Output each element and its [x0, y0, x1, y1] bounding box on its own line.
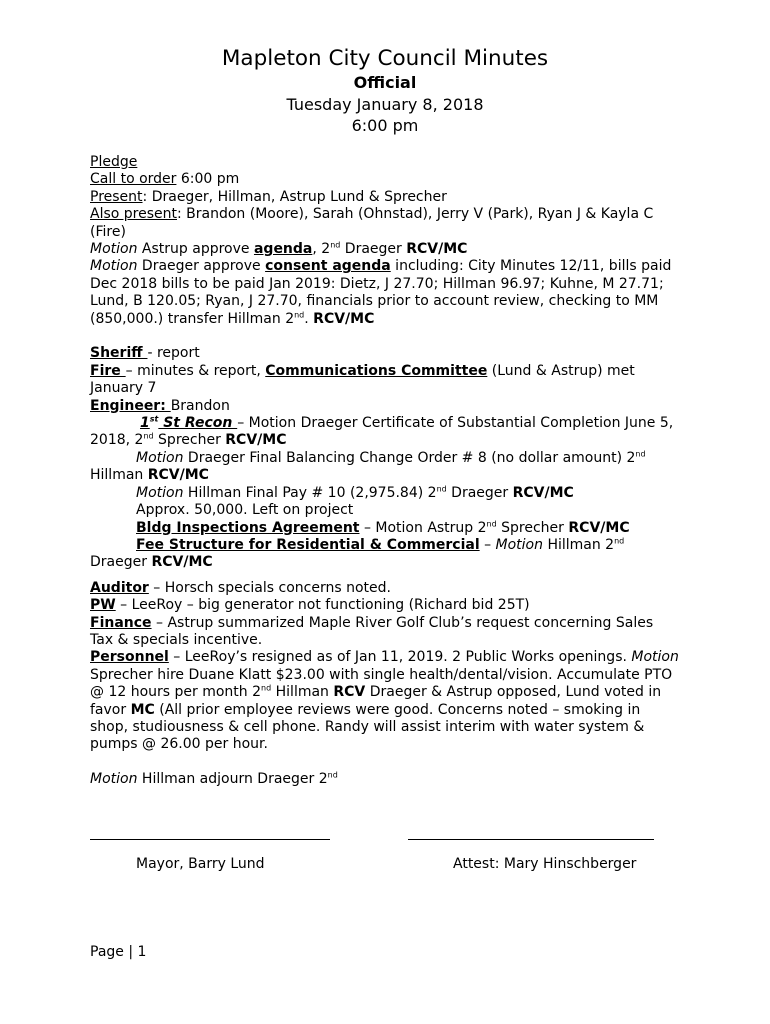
document-title: Mapleton City Council Minutes — [221, 46, 549, 71]
auditor-label: Auditor — [90, 579, 149, 596]
personnel-text: – LeeRoy’s resigned as of Jan 11, 2019. 2 Public Works openings. — [168, 649, 632, 666]
personnel-label: Personnel — [90, 649, 169, 666]
bldg-inspections-label: Bldg Inspections Agreement — [136, 519, 360, 536]
personnel-text: Hillman — [271, 684, 334, 701]
motion-text: , 2 — [312, 241, 331, 258]
pw-text: – LeeRoy – big generator not functioning (Richard bid 25T) — [115, 597, 530, 614]
bldg-inspections-line — [90, 520, 680, 537]
fire-label: Fire — [90, 362, 126, 379]
ordinal-suffix: nd — [635, 449, 646, 459]
adjourn-text: Hillman adjourn Draeger 2 — [137, 771, 328, 788]
recon-text: – Motion Draeger Certificate of Substantial Completion June 5, 2018, 2 — [90, 415, 674, 449]
sheriff-line — [90, 345, 680, 362]
fire-line — [90, 363, 680, 398]
spacer — [90, 572, 680, 580]
personnel-text: Sprecher hire Duane Klatt $23.00 with single health/dental/vision. Accumulate PTO @ 12 hours per month 2 — [90, 666, 673, 701]
pw-line — [90, 597, 680, 614]
balancing-text: Draeger Final Balancing Change Order # 8 (no dollar amount) 2 — [183, 449, 636, 466]
ordinal-suffix: nd — [614, 536, 625, 546]
minutes-body — [90, 154, 680, 789]
motion-text: Astrup approve — [137, 241, 254, 258]
present-label: Present — [90, 188, 143, 205]
sheriff-label: Sheriff — [90, 345, 148, 362]
fee-structure-line — [90, 537, 680, 572]
meeting-time: 6:00 pm — [351, 116, 419, 135]
meeting-date: Tuesday January 8, 2018 — [286, 95, 484, 114]
fee-structure-text: Hillman 2 — [543, 536, 615, 553]
balancing-line — [90, 450, 680, 485]
motion-word: Motion — [90, 241, 138, 258]
vote-result: MC — [130, 701, 155, 718]
mayor-signature-line — [90, 839, 330, 840]
fee-structure-text: Draeger — [90, 554, 152, 571]
auditor-text: – Horsch specials concerns noted. — [148, 579, 391, 596]
vote-result: RCV/MC — [151, 554, 213, 571]
fee-structure-label: Fee Structure for Residential & Commercial — [136, 536, 480, 553]
call-to-order-value: 6:00 pm — [176, 171, 240, 188]
recon-number: 1 — [140, 415, 150, 432]
motion-text: including: City Minutes 12/11, bills paid Dec 2018 bills to be paid Jan 2019: Dietz, J 27.70; Hillman 96.97; Kuhne, M 27.71; Lund, B 120.05; Ryan, J 27.70, financials prior to account review, checking to MM (850,000.) transfer Hillman 2 — [90, 258, 672, 327]
consent-motion — [90, 258, 680, 328]
ordinal-suffix: st — [149, 414, 159, 424]
fire-text: – minutes & report, — [125, 362, 266, 379]
vote-result: RCV/MC — [406, 241, 468, 258]
page-number: Page | 1 — [90, 944, 147, 960]
vote-result: RCV/MC — [313, 310, 375, 327]
present-line — [90, 189, 680, 206]
motion-text: Draeger approve — [137, 258, 266, 275]
personnel-line — [90, 649, 680, 753]
recon-line — [90, 415, 680, 450]
recon-text: Sprecher — [153, 432, 226, 449]
document-status: Official — [353, 73, 417, 92]
vote-result: RCV/MC — [568, 519, 630, 536]
ordinal-suffix: nd — [330, 240, 341, 250]
vote-result: RCV/MC — [225, 432, 287, 449]
recon-label: St Recon — [158, 415, 238, 432]
vote-result: RCV/MC — [512, 484, 574, 501]
consent-agenda-keyword: consent agenda — [265, 258, 391, 275]
attest-signature-line — [408, 839, 654, 840]
motion-text: . — [304, 310, 314, 327]
bldg-inspections-text: – Motion Astrup 2 — [359, 519, 487, 536]
final-pay-text: Hillman Final Pay # 10 (2,975.84) 2 — [183, 484, 437, 501]
ordinal-suffix: nd — [436, 484, 447, 494]
personnel-text: (All prior employee reviews were good. Concerns noted – smoking in shop, studiousness & cell phone. Randy will assist interim with water system & pumps @ 26.00 per hour. — [90, 701, 645, 753]
vote-result: RCV — [333, 684, 366, 701]
agenda-motion — [90, 241, 680, 258]
approx-line: Approx. 50,000. Left on project — [136, 502, 354, 519]
fee-structure-text: – — [479, 536, 496, 553]
finance-line — [90, 615, 680, 650]
spacer — [90, 754, 680, 771]
ordinal-suffix: nd — [327, 770, 338, 780]
engineer-label: Engineer: — [90, 397, 171, 414]
finance-text: – Astrup summarized Maple River Golf Club’s request concerning Sales Tax & specials incentive. — [90, 614, 654, 648]
motion-word: Motion — [136, 449, 184, 466]
final-pay-line — [90, 485, 680, 502]
motion-word: Motion — [136, 484, 184, 501]
agenda-keyword: agenda — [253, 241, 313, 258]
engineer-line — [90, 398, 680, 415]
spacer — [90, 328, 680, 345]
communications-committee-text: (Lund & Astrup) met January 7 — [90, 362, 635, 397]
attest-name: Attest: Mary Hinschberger — [453, 856, 637, 872]
also-present-line — [90, 206, 680, 241]
ordinal-suffix: nd — [261, 683, 272, 693]
pledge-label: Pledge — [90, 154, 138, 170]
motion-text: Draeger — [340, 241, 407, 258]
finance-label: Finance — [90, 614, 152, 631]
present-value: : Draeger, Hillman, Astrup Lund & Sprecher — [142, 188, 447, 205]
document-header — [0, 46, 770, 136]
auditor-line — [90, 580, 680, 597]
bldg-inspections-text: Sprecher — [496, 519, 569, 536]
ordinal-suffix: nd — [294, 310, 305, 319]
balancing-text: Hillman — [90, 467, 148, 484]
call-to-order-label: Call to order — [90, 171, 177, 188]
vote-result: RCV/MC — [147, 467, 209, 484]
pledge-line — [90, 154, 680, 171]
motion-word: Motion — [495, 536, 543, 553]
personnel-text: Draeger & Astrup opposed, Lund voted in favor — [90, 684, 662, 718]
adjourn-line — [90, 771, 680, 788]
ordinal-suffix: nd — [143, 431, 154, 441]
final-pay-text: Draeger — [446, 484, 513, 501]
motion-word: Motion — [631, 649, 679, 666]
ordinal-suffix: nd — [486, 518, 497, 528]
also-present-label: Also present — [90, 206, 177, 223]
also-present-value: : Brandon (Moore), Sarah (Ohnstad), Jerry V (Park), Ryan J & Kayla C (Fire) — [90, 206, 654, 240]
call-to-order-line — [90, 171, 680, 188]
motion-word: Motion — [90, 258, 138, 275]
motion-word: Motion — [90, 771, 138, 788]
mayor-name: Mayor, Barry Lund — [136, 856, 265, 872]
pw-label: PW — [90, 597, 116, 614]
sheriff-text: - report — [147, 345, 200, 362]
communications-committee-label: Communications Committee — [265, 362, 488, 379]
engineer-text: Brandon — [170, 397, 230, 414]
